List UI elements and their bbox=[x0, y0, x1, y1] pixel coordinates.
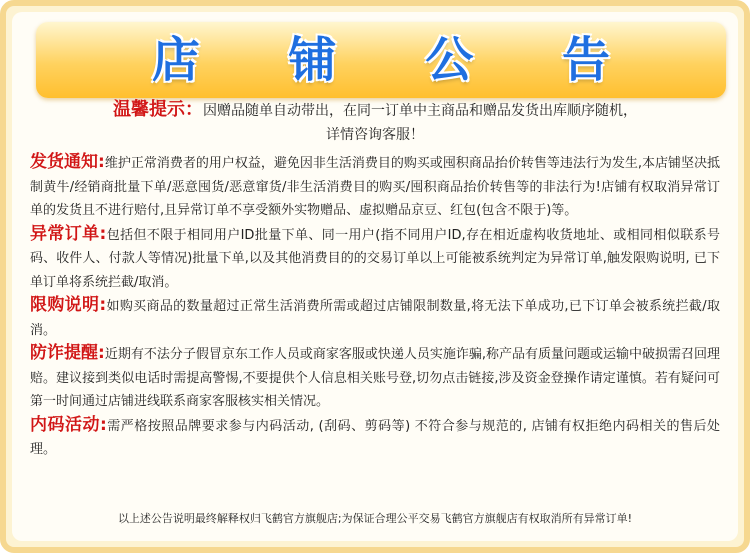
section-inner-code bbox=[30, 414, 720, 462]
warm-tip-line1: 因赠品随单自动带出，在同一订单中主商品和赠品发货出库顺序随机， bbox=[203, 103, 637, 119]
warm-tip bbox=[30, 98, 720, 147]
notice-title: 店 铺 公 告 bbox=[151, 32, 647, 88]
section-text: 包括但不限于相同用户ID批量下单、同一用户(指不同用户ID,存在相近虚构收货地址、或相同相似联系号码、收件人、付款人等情况)批量下单,以及其他消费目的的交易订单以上可能被系统判定为异常订单,触发限购说明, 已下单订单将系统拦截/取消。 bbox=[30, 227, 720, 290]
section-text: 需严格按照品牌要求参与内码活动, (刮码、剪码等) 不符合参与规范的, 店铺有权拒绝内码相关的售后处理。 bbox=[30, 418, 720, 457]
section-heading: 限购说明: bbox=[30, 295, 107, 315]
section-purchase-limit bbox=[30, 294, 720, 342]
section-fraud-warning bbox=[30, 342, 720, 414]
section-heading: 异常订单: bbox=[30, 223, 107, 244]
section-text: 如购买商品的数量超过正常生活消费所需或超过店铺限制数量,将无法下单成功,已下订单会被系统拦截/取消。 bbox=[30, 299, 720, 338]
title-banner bbox=[36, 22, 726, 98]
notice-content bbox=[30, 98, 720, 462]
section-text: 维护正常消费者的用户权益，避免因非生活消费目的购买或囤积商品抬价转售等违法行为发生,本店铺坚决抵制黄牛/经销商批量下单/恶意囤货/恶意窜货/非生活消费目的购买/囤积商品抬价转售等的非法行为!店铺有权取消异常订单的发货且不进行赔付,且异常订单不享受额外实物赠品、虚拟赠品京豆、红包(包含不限于)等。 bbox=[30, 156, 720, 218]
section-heading: 发货通知: bbox=[30, 152, 105, 172]
section-abnormal-order bbox=[30, 223, 720, 295]
section-heading: 防诈提醒: bbox=[30, 343, 105, 363]
warm-tip-line2: 详情咨询客服！ bbox=[326, 127, 424, 143]
section-text: 近期有不法分子假冒京东工作人员或商家客服或快递人员实施诈骗,称产品有质量问题或运输中破损需召回理赔。建议接到类似电话时需提高警惕,不要提供个人信息相关账号登,切勿点击链接,涉及资金登操作请定谨慎。若有疑问可第一时间通过店铺进线联系商家客服核实相关情况。 bbox=[30, 347, 720, 409]
section-shipping bbox=[30, 151, 720, 223]
warm-tip-lead: 温馨提示： bbox=[113, 99, 203, 120]
section-heading: 内码活动: bbox=[30, 414, 107, 435]
footer-disclaimer: 以上述公告说明最终解释权归飞鹤官方旗舰店;为保证合理公平交易飞鹤官方旗舰店有权取消所有异常订单! bbox=[117, 512, 633, 525]
